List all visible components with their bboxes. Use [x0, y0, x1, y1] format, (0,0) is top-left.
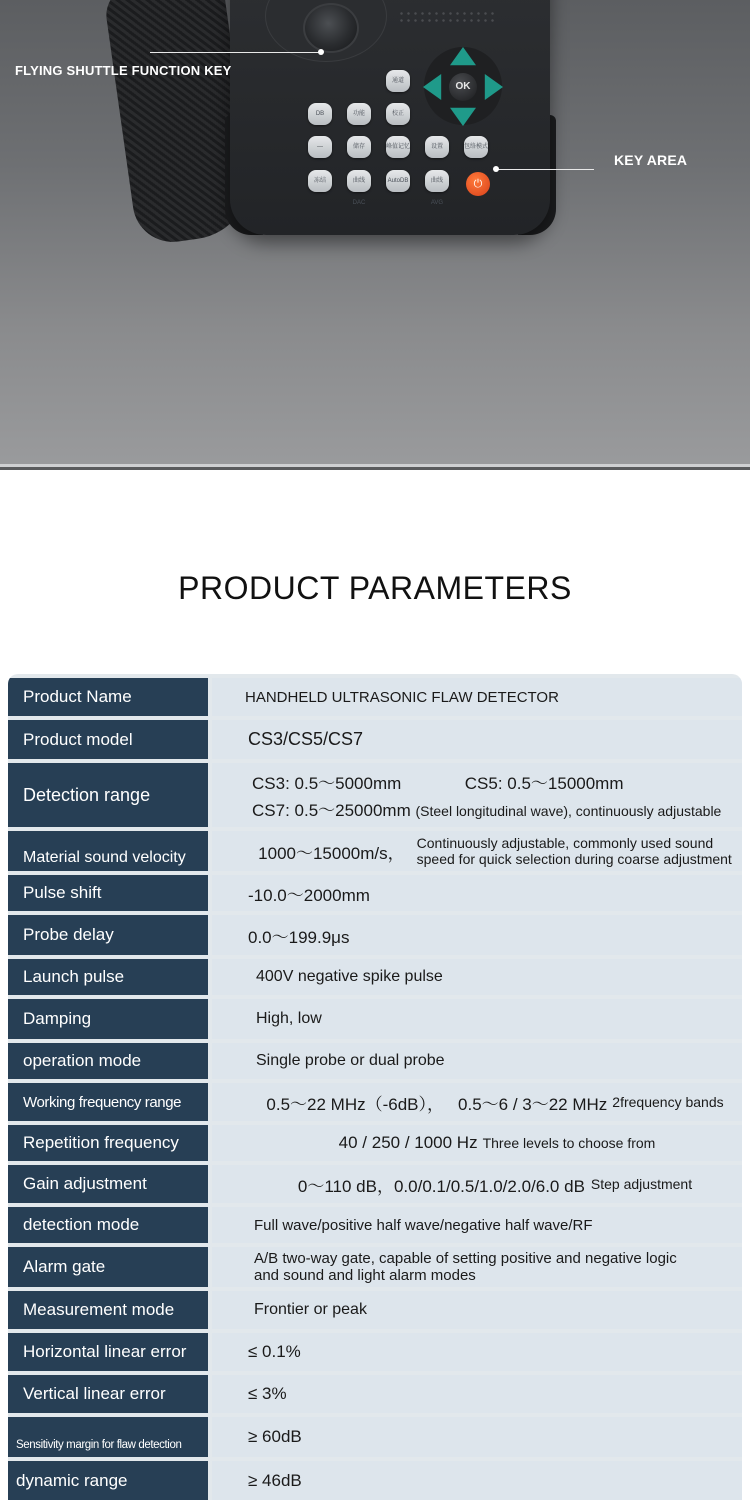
key-function: 功能 [347, 103, 371, 125]
param-label: Detection range [8, 763, 208, 827]
alarm-gate-line-1: A/B two-way gate, capable of setting positive and negative logic [254, 1250, 677, 1267]
gain-note: Step adjustment [590, 1176, 693, 1192]
table-row [8, 1247, 742, 1287]
key-store: 储存 [347, 136, 371, 158]
range-cs7: CS7: 0.5〜25000mm [252, 801, 411, 820]
param-label: Measurement mode [8, 1291, 208, 1329]
callout-leader-left [150, 52, 322, 53]
param-value: -10.0〜2000mm [212, 875, 742, 911]
param-value: ≤ 3% [212, 1375, 742, 1413]
param-label: Product Name [8, 678, 208, 716]
key-db: DB [308, 103, 332, 125]
table-row [8, 875, 742, 911]
key-freeze: 冻结 [308, 170, 332, 192]
table-row [8, 915, 742, 955]
table-row [8, 763, 742, 827]
param-label: Gain adjustment [8, 1165, 208, 1203]
param-label: Alarm gate [8, 1247, 208, 1287]
velocity-note-1: Continuously adjustable, commonly used sound [416, 835, 714, 851]
velocity-value: 1000〜15000m/s， [258, 843, 405, 863]
callout-dot-left [318, 49, 324, 55]
param-label: Vertical linear error [8, 1375, 208, 1413]
callout-flying-shuttle: FLYING SHUTTLE FUNCTION KEY [15, 63, 232, 78]
table-row [8, 1165, 742, 1203]
callout-dot-right [493, 166, 499, 172]
param-value [212, 831, 742, 871]
table-row [8, 1125, 742, 1161]
table-row [8, 1043, 742, 1079]
divider [0, 467, 750, 470]
param-value [212, 1125, 742, 1161]
param-value: 0.0〜199.9μs [212, 915, 742, 955]
param-value [212, 1165, 742, 1203]
repetition-value: 40 / 250 / 1000 Hz [338, 1133, 478, 1152]
param-value: Full wave/positive half wave/negative half wave/RF [212, 1207, 742, 1243]
param-label: Sensitivity margin for flaw detection [8, 1417, 208, 1457]
param-value [212, 1083, 742, 1121]
key-settings: 设置 [425, 136, 449, 158]
callout-leader-right [496, 169, 594, 170]
key-minus: — [308, 136, 332, 158]
frequency-range: 0.5〜22 MHz（-6dB）， [266, 1094, 445, 1114]
section-title: PRODUCT PARAMETERS [178, 570, 572, 606]
ok-key: OK [449, 73, 477, 101]
param-label: Launch pulse [8, 959, 208, 995]
table-row [8, 1291, 742, 1329]
callout-key-area: KEY AREA [614, 152, 688, 168]
frequency-bands: 0.5〜6 / 3〜22 MHz [458, 1094, 608, 1114]
alarm-gate-line-2: and sound and light alarm modes [254, 1267, 476, 1284]
range-cs3: CS3: 0.5〜5000mm [252, 774, 402, 793]
range-cs5: CS5: 0.5〜15000mm [464, 774, 624, 793]
table-row [8, 1333, 742, 1371]
param-value: CS3/CS5/CS7 [212, 720, 742, 759]
param-value: High, low [212, 999, 742, 1039]
key-curve-dac: 曲线DAC [347, 170, 371, 192]
parameters-table [8, 674, 742, 1500]
param-value: Frontier or peak [212, 1291, 742, 1329]
key-channel: 通道 [386, 70, 410, 92]
table-row [8, 831, 742, 871]
param-value [212, 763, 742, 827]
table-row [8, 720, 742, 759]
param-value: ≥ 46dB [212, 1461, 742, 1500]
key-auto-db: AutoDB [386, 170, 410, 192]
table-row [8, 678, 742, 716]
param-value: HANDHELD ULTRASONIC FLAW DETECTOR [212, 678, 742, 716]
param-value: ≤ 0.1% [212, 1333, 742, 1371]
param-label: Product model [8, 720, 208, 759]
param-value: Single probe or dual probe [212, 1043, 742, 1079]
table-row [8, 1375, 742, 1413]
table-row [8, 1207, 742, 1243]
table-row [8, 1461, 742, 1500]
gain-value: 0〜110 dB，0.0/0.1/0.5/1.0/2.0/6.0 dB [297, 1176, 585, 1196]
param-label: Horizontal linear error [8, 1333, 208, 1371]
param-label: Damping [8, 999, 208, 1039]
key-envelope: 包络模式 [464, 136, 488, 158]
flying-shuttle-knob [303, 3, 359, 53]
param-value: 400V negative spike pulse [212, 959, 742, 995]
param-label: operation mode [8, 1043, 208, 1079]
range-note: (Steel longitudinal wave), continuously adjustable [415, 803, 722, 819]
table-row [8, 1417, 742, 1457]
key-peak-memory: 峰值记忆 [386, 136, 410, 158]
param-value: ≥ 60dB [212, 1417, 742, 1457]
param-label: detection mode [8, 1207, 208, 1243]
table-row [8, 999, 742, 1039]
frequency-note: 2frequency bands [612, 1094, 724, 1110]
param-label: dynamic range [8, 1461, 208, 1500]
speaker-grille [398, 10, 498, 26]
param-label: Probe delay [8, 915, 208, 955]
table-row [8, 959, 742, 995]
key-curve-avg: 曲线AVG [425, 170, 449, 192]
table-row [8, 1083, 742, 1121]
product-photo [0, 0, 750, 470]
repetition-note: Three levels to choose from [482, 1135, 656, 1151]
power-icon: ⏻ [466, 172, 490, 196]
param-label: Pulse shift [8, 875, 208, 911]
param-label: Repetition frequency [8, 1125, 208, 1161]
velocity-note-2: speed for quick selection during coarse adjustment [416, 851, 732, 867]
key-calibrate: 校正 [386, 103, 410, 125]
param-label: Material sound velocity [8, 831, 208, 871]
param-label: Working frequency range [8, 1083, 208, 1121]
param-value [212, 1247, 742, 1287]
